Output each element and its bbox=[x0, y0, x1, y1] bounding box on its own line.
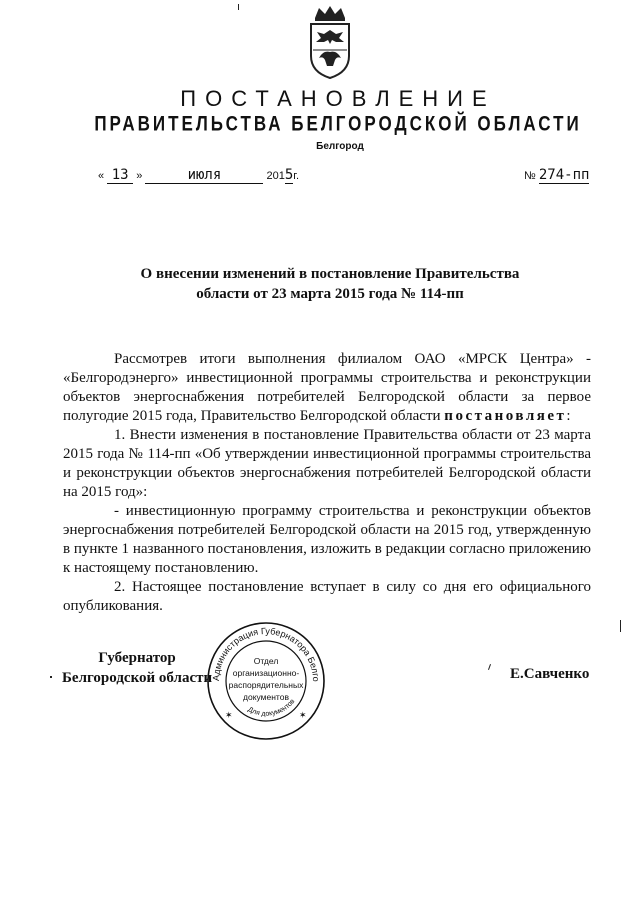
paragraph-item-1: 1. Внести изменения в постановление Правительства области от 23 марта 2015 года № 114-пп «Об утверждении инвестиционной программы строительства и реконструкции объектов энергоснабжения потребителей Белгородской области на 2015 год»: bbox=[63, 427, 591, 500]
stamp-inner-line-1: Отдел bbox=[253, 656, 279, 666]
issuing-organization: ПРАВИТЕЛЬСТВА БЕЛГОРОДСКОЙ ОБЛАСТИ bbox=[94, 111, 582, 136]
subject-line-1: О внесении изменений в постановление Правительства bbox=[140, 266, 520, 282]
document-date bbox=[98, 167, 299, 184]
signatory-name: Е.Савченко bbox=[510, 666, 590, 682]
scan-speck bbox=[620, 620, 621, 632]
stamp-inner-line-3: распорядительных bbox=[228, 680, 304, 690]
stamp-inner-line-2: организационно- bbox=[232, 668, 300, 678]
preamble-colon: : bbox=[566, 408, 571, 424]
preamble-text: Рассмотрев итоги выполнения филиалом ОАО «МРСК Центра» - «Белгородэнерго» инвестиционной программы строительства и реконструкции объектов энергоснабжения потребителей Белгородской области за первое полугодие 2015 года, Правительство Белгородской области bbox=[63, 351, 591, 424]
stamp-star-left: ✶ bbox=[225, 711, 233, 721]
resolves-word: постановляет bbox=[444, 408, 567, 424]
signature-tick bbox=[488, 664, 491, 670]
document-body bbox=[63, 350, 591, 616]
stamp-inner-line-4: документов bbox=[243, 692, 289, 702]
document-subject bbox=[0, 264, 640, 304]
document-number bbox=[524, 167, 589, 184]
paragraph-item-2: 2. Настоящее постановление вступает в силу со дня его официального опубликования. bbox=[63, 579, 591, 614]
signatory-position bbox=[62, 648, 212, 688]
date-open-quote: « bbox=[98, 170, 105, 182]
city-name: Белгород bbox=[316, 141, 364, 152]
stamp-star-right: ✶ bbox=[299, 711, 307, 721]
scan-speck bbox=[238, 4, 239, 10]
number-value: 274-пп bbox=[538, 167, 590, 183]
date-year-digit: 5 bbox=[284, 167, 294, 183]
signatory-position-line-1: Губернатор bbox=[98, 650, 176, 666]
scan-speck bbox=[50, 676, 52, 678]
signatory-position-line-2: Белгородской области bbox=[62, 670, 213, 686]
date-year-prefix: 201 bbox=[266, 170, 285, 182]
date-close-quote: » bbox=[136, 170, 143, 182]
paragraph-item-1-dash: - инвестиционную программу строительства и реконструкции объектов энергоснабжения потребителей Белгородской области на 2015 год, утвержденную в пункте 1 названного постановления, изложить в редакции согласно приложению к настоящему постановлению. bbox=[63, 503, 591, 576]
coat-of-arms-emblem bbox=[299, 4, 361, 82]
number-label: № bbox=[524, 170, 536, 182]
date-day: 13 bbox=[107, 167, 133, 184]
date-year-suffix: г. bbox=[293, 170, 300, 182]
stamp-bottom-text: Для документов bbox=[246, 698, 297, 718]
official-stamp bbox=[205, 620, 327, 742]
document-type-title: ПОСТАНОВЛЕНИЕ bbox=[180, 86, 496, 111]
stamp-ring-text: Администрация Губернатора Белго bbox=[210, 625, 322, 682]
paragraph-preamble bbox=[63, 350, 591, 426]
date-month: июля bbox=[145, 167, 263, 184]
subject-line-2: области от 23 марта 2015 года № 114-пп bbox=[196, 286, 464, 302]
